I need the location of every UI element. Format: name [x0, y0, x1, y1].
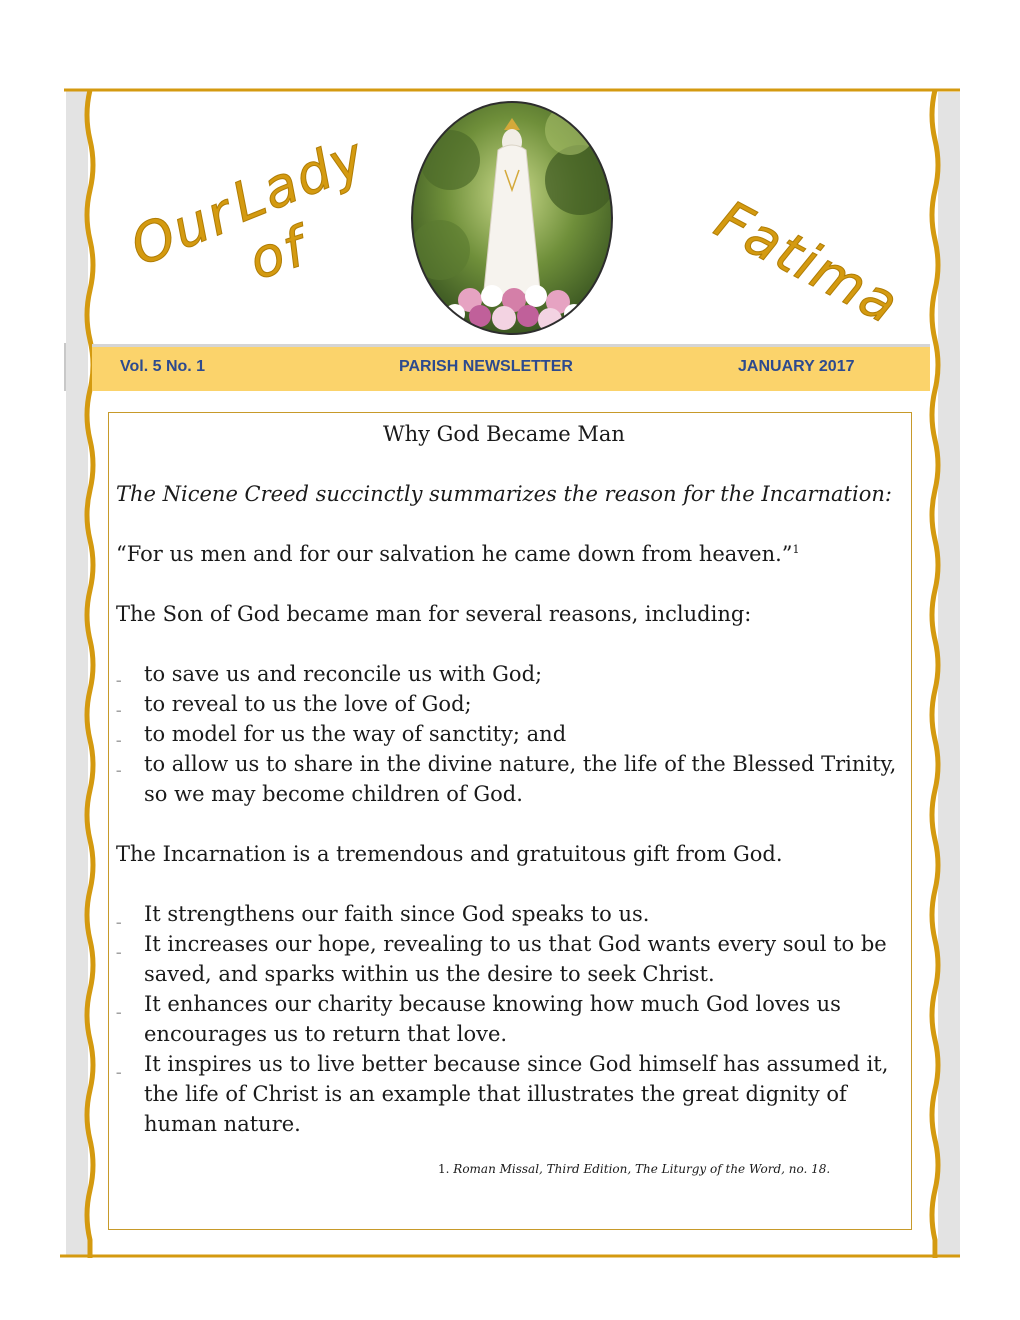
- gift-item: It increases our hope, revealing to us that God wants every soul to be: [144, 932, 887, 956]
- gift-item-continued: the life of Christ is an example that illustrates the great dignity of: [144, 1082, 847, 1106]
- footnote: [438, 1162, 830, 1176]
- reason-item: to reveal to us the love of God;: [144, 692, 472, 716]
- bullet-marker: –: [116, 704, 122, 717]
- reason-item-continued: so we may become children of God.: [144, 782, 523, 806]
- gift-item: It inspires us to live better because since God himself has assumed it,: [144, 1052, 889, 1076]
- publication-label: PARISH NEWSLETTER: [399, 358, 573, 375]
- gift-item: It strengthens our faith since God speaks to us.: [144, 902, 650, 926]
- quote-footnote-ref: 1: [792, 543, 800, 556]
- bullet-marker: –: [116, 764, 122, 777]
- gift-item: It enhances our charity because knowing how much God loves us: [144, 992, 841, 1016]
- reason-item: to save us and reconcile us with God;: [144, 662, 543, 686]
- newsletter-banner: [92, 344, 930, 391]
- bullet-marker: –: [116, 734, 122, 747]
- bullet-marker: –: [116, 1006, 122, 1019]
- title-word-fatima: Fatima: [705, 188, 910, 337]
- article-heading: Why God Became Man: [383, 422, 625, 446]
- bullet-marker: –: [116, 674, 122, 687]
- footnote-number: 1.: [438, 1162, 450, 1176]
- date-label: JANUARY 2017: [738, 358, 855, 375]
- bullet-marker: –: [116, 946, 122, 959]
- gift-item-continued: encourages us to return that love.: [144, 1022, 508, 1046]
- quote-text: “For us men and for our salvation he came down from heaven.”: [116, 542, 793, 566]
- gift-item-continued: saved, and sparks within us the desire to seek Christ.: [144, 962, 715, 986]
- gift-intro: The Incarnation is a tremendous and gratuitous gift from God.: [116, 842, 783, 866]
- article-box: [108, 412, 912, 1230]
- reason-item: to model for us the way of sanctity; and: [144, 722, 567, 746]
- title-word-of: of: [241, 214, 315, 293]
- footnote-text: Roman Missal, Third Edition, The Liturgy of the Word, no. 18.: [453, 1162, 831, 1176]
- reasons-intro: The Son of God became man for several reasons, including:: [116, 602, 752, 626]
- volume-label: Vol. 5 No. 1: [120, 358, 206, 375]
- statue-photo: [410, 100, 614, 336]
- gift-item-continued: human nature.: [144, 1112, 301, 1136]
- bullet-marker: –: [116, 1066, 122, 1079]
- title-word-lady: Lady: [223, 124, 375, 235]
- title-word-our: Our: [122, 180, 243, 279]
- reason-item: to allow us to share in the divine nature, the life of the Blessed Trinity,: [144, 752, 897, 776]
- article-intro: The Nicene Creed succinctly summarizes the reason for the Incarnation:: [116, 482, 892, 506]
- bullet-marker: –: [116, 916, 122, 929]
- banner-divider: [64, 343, 66, 391]
- article-quote: [116, 542, 800, 566]
